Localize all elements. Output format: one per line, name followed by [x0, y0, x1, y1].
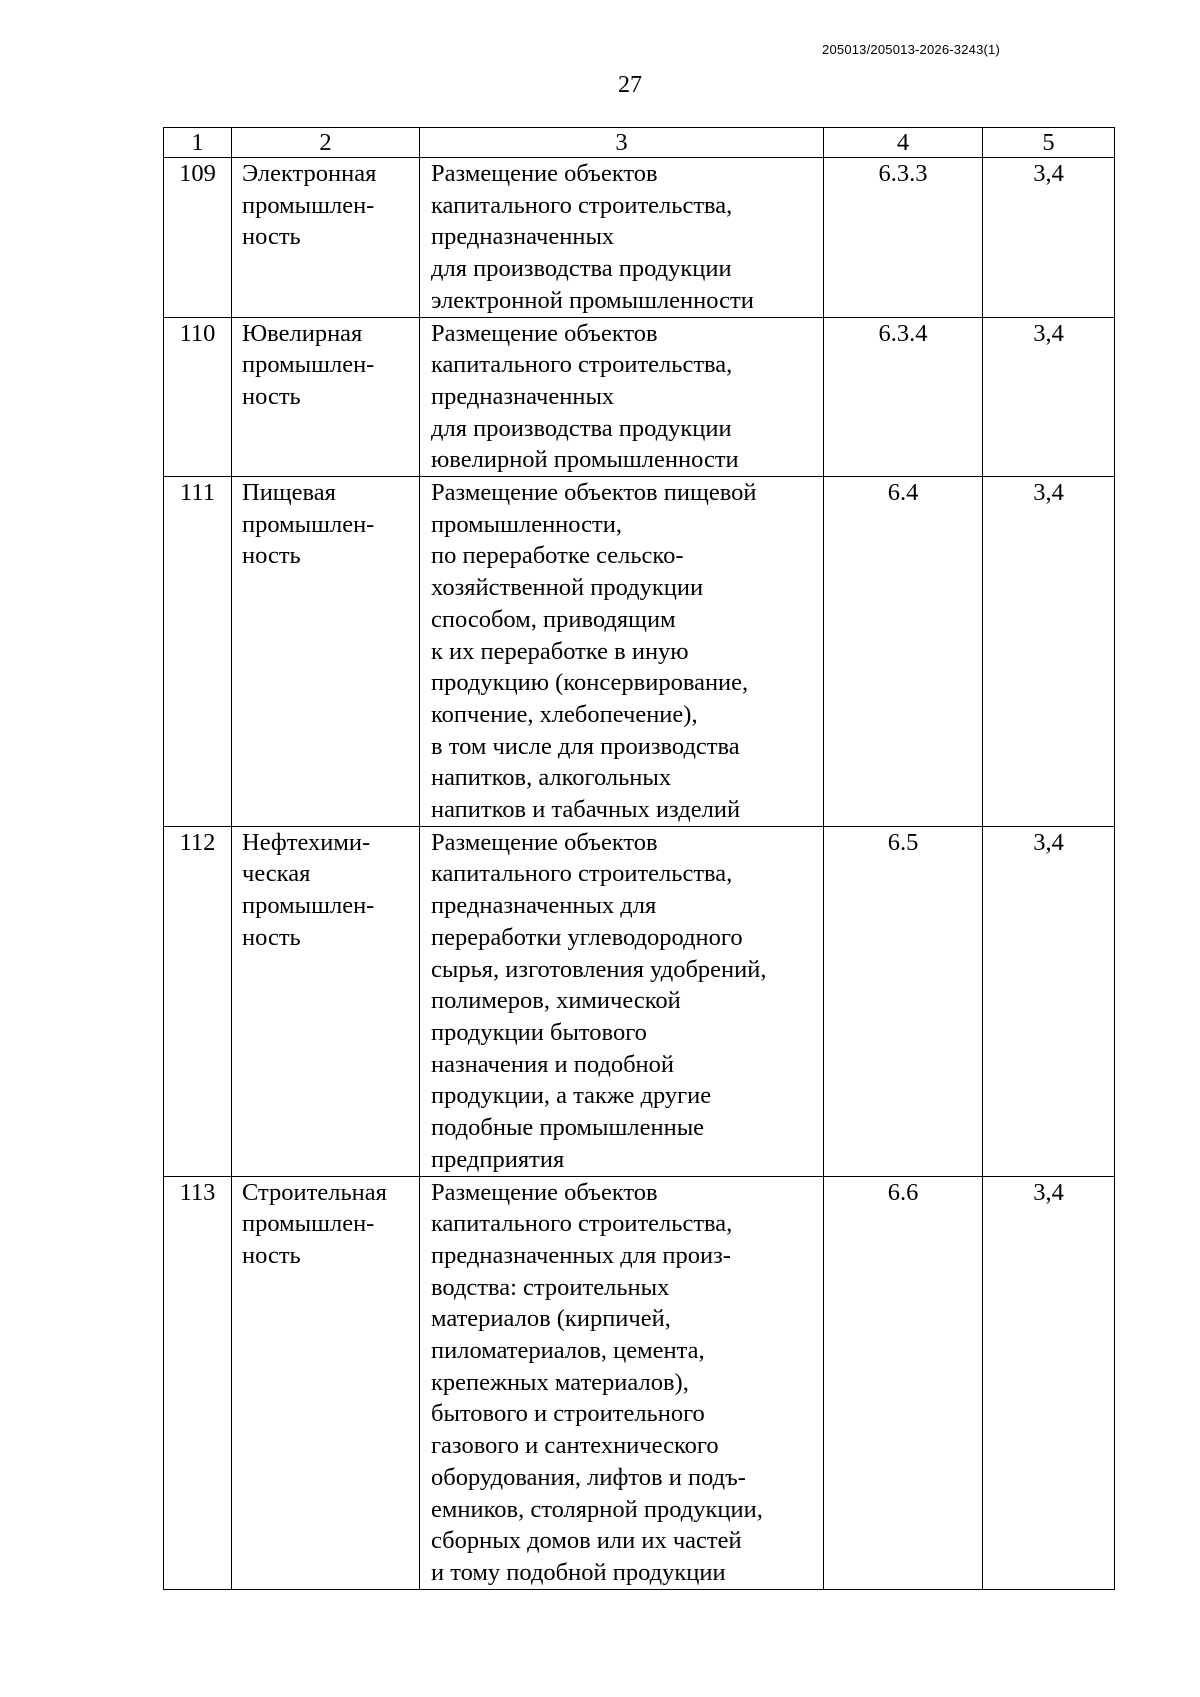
land-use-description-line: продукции бытового [431, 1018, 647, 1046]
land-use-description-line: капитального строительства, [431, 860, 733, 888]
land-use-name [232, 1176, 420, 1589]
land-use-name-line: ность [242, 923, 301, 951]
land-use-description-line: напитков и табачных изделий [431, 796, 741, 824]
table-row [164, 1176, 1115, 1589]
land-use-description-line: оборудования, лифтов и подъ- [431, 1463, 746, 1491]
land-use-description-line: бытового и строительного [431, 1400, 705, 1428]
land-use-description-line: капитального строительства, [431, 351, 733, 379]
land-use-name-line: Строительная [242, 1178, 387, 1206]
column-header: 4 [824, 128, 983, 158]
land-use-description-line: продукции, а также другие [431, 1082, 712, 1110]
land-use-name-line: промышлен- [242, 1210, 375, 1238]
land-use-name-line: Ювелирная [242, 319, 363, 347]
zone-numbers: 3,4 [983, 1176, 1115, 1589]
land-use-code: 6.4 [824, 477, 983, 827]
land-use-description-line: полимеров, химической [431, 987, 681, 1015]
row-number: 113 [164, 1176, 232, 1589]
land-use-description-line: Размещение объектов [431, 828, 658, 856]
zone-numbers: 3,4 [983, 158, 1115, 318]
land-use-name-line: промышлен- [242, 351, 375, 379]
land-use-description-line: Размещение объектов [431, 160, 658, 187]
land-use-description [420, 826, 824, 1176]
land-use-description-line: емников, столярной продукции, [431, 1495, 763, 1523]
table-row [164, 477, 1115, 827]
land-use-name [232, 826, 420, 1176]
land-use-description-line: напитков, алкогольных [431, 764, 672, 792]
page-number: 27 [618, 72, 642, 98]
zone-numbers: 3,4 [983, 317, 1115, 477]
land-use-description-line: материалов (кирпичей, [431, 1305, 671, 1333]
row-number: 112 [164, 826, 232, 1176]
land-use-description-line: в том числе для производства [431, 732, 740, 760]
land-use-description-line: для производства продукции [431, 255, 732, 283]
column-header: 2 [232, 128, 420, 158]
land-use-description-line: Размещение объектов [431, 1178, 658, 1206]
land-use-description-line: сырья, изготовления удобрений, [431, 955, 767, 983]
land-use-description [420, 1176, 824, 1589]
land-use-description-line: способом, приводящим [431, 605, 676, 633]
land-use-description [420, 317, 824, 477]
table-header-row [164, 128, 1115, 158]
land-use-description-line: капитального строительства, [431, 1210, 733, 1238]
land-use-name [232, 158, 420, 318]
zone-numbers: 3,4 [983, 826, 1115, 1176]
land-use-description-line: переработки углеводородного [431, 923, 743, 951]
land-use-description-line: предназначенных для произ- [431, 1241, 731, 1269]
land-use-code: 6.5 [824, 826, 983, 1176]
column-header: 3 [420, 128, 824, 158]
land-use-description-line: для производства продукции [431, 414, 732, 442]
land-use-description-line: по переработке сельско- [431, 542, 684, 570]
land-use-name-line: ность [242, 542, 301, 570]
land-use-name-line: ность [242, 382, 301, 410]
land-use-table [163, 127, 1115, 1590]
land-use-description-line: к их переработке в иную [431, 637, 689, 665]
land-use-description-line: предназначенных [431, 223, 615, 251]
land-use-description-line: подобные промышленные [431, 1114, 705, 1142]
column-header: 5 [983, 128, 1115, 158]
land-use-name-line: промышлен- [242, 892, 375, 920]
row-number: 110 [164, 317, 232, 477]
land-use-name-line: Электронная [242, 160, 377, 187]
land-use-name-line: ность [242, 1241, 301, 1269]
land-use-description-line: и тому подобной продукции [431, 1558, 726, 1586]
land-use-name [232, 317, 420, 477]
table-row [164, 158, 1115, 318]
land-use-code: 6.3.3 [824, 158, 983, 318]
row-number: 109 [164, 158, 232, 318]
land-use-description-line: копчение, хлебопечение), [431, 700, 698, 728]
land-use-description-line: сборных домов или их частей [431, 1527, 742, 1555]
land-use-name-line: ческая [242, 860, 311, 888]
land-use-description-line: хозяйственной продукции [431, 574, 704, 602]
land-use-name-line: Нефтехими- [242, 828, 371, 856]
row-number: 111 [164, 477, 232, 827]
land-use-name [232, 477, 420, 827]
land-use-description [420, 477, 824, 827]
table-row [164, 826, 1115, 1176]
land-use-description-line: электронной промышленности [431, 286, 754, 314]
land-use-description-line: назначения и подобной [431, 1050, 675, 1078]
land-use-description-line: предназначенных [431, 382, 615, 410]
column-header: 1 [164, 128, 232, 158]
table-body [164, 128, 1115, 1590]
land-use-description-line: ювелирной промышленности [431, 446, 739, 474]
land-use-name-line: ность [242, 223, 301, 251]
land-use-description-line: Размещение объектов пищевой [431, 479, 757, 507]
land-use-description-line: промышленности, [431, 510, 622, 538]
land-use-description-line: предприятия [431, 1145, 565, 1173]
land-use-description [420, 158, 824, 318]
land-use-name-line: промышлен- [242, 191, 375, 219]
land-use-description-line: капитального строительства, [431, 191, 733, 219]
land-use-code: 6.3.4 [824, 317, 983, 477]
document-id: 205013/205013-2026-3243(1) [822, 42, 1000, 57]
land-use-name-line: Пищевая [242, 479, 336, 507]
land-use-description-line: продукцию (консервирование, [431, 669, 749, 697]
land-use-description-line: пиломатериалов, цемента, [431, 1337, 705, 1365]
land-use-name-line: промышлен- [242, 510, 375, 538]
land-use-description-line: крепежных материалов), [431, 1368, 689, 1396]
land-use-description-line: предназначенных для [431, 892, 657, 920]
land-use-description-line: водства: строительных [431, 1273, 670, 1301]
land-use-description-line: газового и сантехнического [431, 1432, 719, 1460]
land-use-description-line: Размещение объектов [431, 319, 658, 347]
land-use-code: 6.6 [824, 1176, 983, 1589]
zone-numbers: 3,4 [983, 477, 1115, 827]
table-row [164, 317, 1115, 477]
